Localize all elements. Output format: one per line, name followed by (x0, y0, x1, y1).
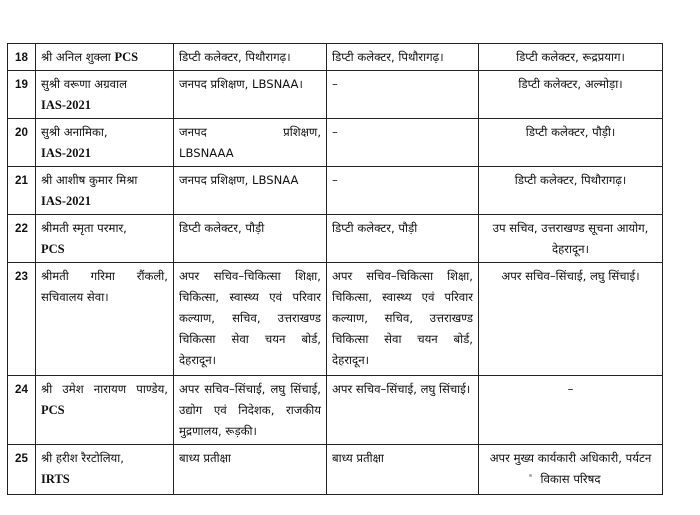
current-post-cell: अपर सचिव–सिंचाई, लघु सिंचाई, उद्योग एवं निदेशक, राजकीय मुद्रणालय, रूड़की। (174, 376, 327, 445)
earlier-post-cell: बाध्य प्रतीक्षा (327, 445, 479, 495)
officer-name: श्रीमती गरिमा रौंकली, सचिवालय सेवा। (41, 269, 168, 304)
table-row (8, 215, 663, 263)
earlier-post-cell: अपर सचिव–सिंचाई, लघु सिंचाई। (327, 376, 479, 445)
officer-name-cell (36, 44, 174, 71)
table-row (8, 119, 663, 167)
officer-name: श्री आशीष कुमार मिश्रा (41, 173, 138, 187)
current-post-cell: डिप्टी कलेक्टर, पौड़ी (174, 215, 327, 263)
officer-name: श्रीमती स्मृता परमार, (41, 221, 127, 235)
table-row (8, 167, 663, 215)
new-post-cell: डिप्टी कलेक्टर, रूद्रप्रयाग। (479, 44, 663, 71)
current-post-cell: अपर सचिव–चिकित्सा शिक्षा, चिकित्सा, स्वास्थ्य एवं परिवार कल्याण, सचिव, उत्तराखण्ड चिकित्सा सेवा चयन बोर्ड, देहरादून। (174, 263, 327, 376)
new-post-cell: डिप्टी कलेक्टर, पौड़ी। (479, 119, 663, 167)
officer-name-cell (36, 167, 174, 215)
serial-number: 18 (8, 44, 36, 71)
new-post-cell: अपर सचिव–सिंचाई, लघु सिंचाई। (479, 263, 663, 376)
current-post-cell: बाध्य प्रतीक्षा (174, 445, 327, 495)
officer-name-cell (36, 445, 174, 495)
service-label: IAS-2021 (41, 146, 92, 160)
table-row (8, 44, 663, 71)
current-post-cell: जनपद प्रशिक्षण, LBSNAAA (174, 119, 327, 167)
current-post-cell: जनपद प्रशिक्षण, LBSNAA। (174, 71, 327, 119)
officer-name: सुश्री अनामिका, (41, 125, 108, 139)
officer-name-cell (36, 71, 174, 119)
earlier-post-cell: अपर सचिव–चिकित्सा शिक्षा, चिकित्सा, स्वास्थ्य एवं परिवार कल्याण, सचिव, उत्तराखण्ड चिकित्सा सेवा चयन बोर्ड, देहरादून। (327, 263, 479, 376)
serial-number: 24 (8, 376, 36, 445)
table-row (8, 263, 663, 376)
serial-number: 21 (8, 167, 36, 215)
new-post-cell: अपर मुख्य कार्यकारी अधिकारी, पर्यटन विकास परिषद (479, 445, 663, 495)
new-post-cell: – (479, 376, 663, 445)
serial-number: 23 (8, 263, 36, 376)
current-post-cell: डिप्टी कलेक्टर, पिथौरागढ़। (174, 44, 327, 71)
service-label: PCS (41, 242, 65, 256)
earlier-post-cell: डिप्टी कलेक्टर, पिथौरागढ़। (327, 44, 479, 71)
earlier-post-cell: – (327, 119, 479, 167)
officer-name-cell (36, 263, 174, 376)
serial-number: 19 (8, 71, 36, 119)
table-row (8, 445, 663, 495)
new-post-cell: उप सचिव, उत्तराखण्ड सूचना आयोग, देहरादून। (479, 215, 663, 263)
service-label: IAS-2021 (41, 194, 92, 208)
transfer-table (7, 43, 663, 495)
officer-name: सुश्री वरूणा अग्रवाल (41, 77, 127, 91)
officer-name: श्री उमेश नारायण पाण्डेय, (41, 382, 168, 396)
serial-number: 22 (8, 215, 36, 263)
officer-name-cell (36, 119, 174, 167)
table-row (8, 71, 663, 119)
earlier-post-cell: – (327, 71, 479, 119)
officer-name-cell (36, 215, 174, 263)
current-post-cell: जनपद प्रशिक्षण, LBSNAA (174, 167, 327, 215)
service-label: PCS (41, 403, 65, 417)
officer-name-cell (36, 376, 174, 445)
officer-name: श्री हरीश रैरटोलिया, (41, 451, 124, 465)
scan-speck (529, 474, 532, 477)
service-label: PCS (114, 50, 139, 64)
serial-number: 20 (8, 119, 36, 167)
serial-number: 25 (8, 445, 36, 495)
earlier-post-cell: – (327, 167, 479, 215)
service-label: IRTS (41, 472, 70, 486)
service-label: IAS-2021 (41, 98, 92, 112)
earlier-post-cell: डिप्टी कलेक्टर, पौड़ी (327, 215, 479, 263)
new-post-cell: डिप्टी कलेक्टर, अल्मोड़ा। (479, 71, 663, 119)
new-post-cell: डिप्टी कलेक्टर, पिथौरागढ़। (479, 167, 663, 215)
officer-name: श्री अनिल शुक्ला (41, 50, 111, 64)
table-row (8, 376, 663, 445)
